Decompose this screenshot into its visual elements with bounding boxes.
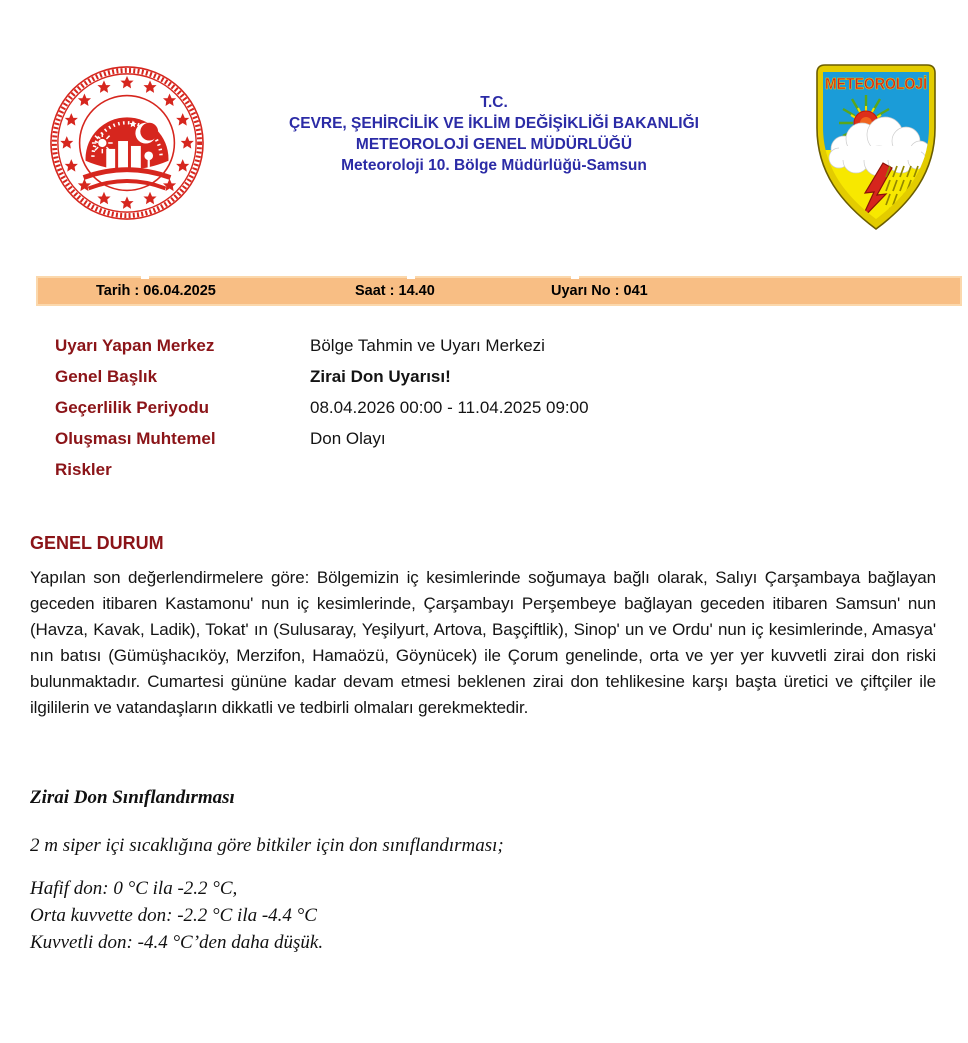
field-value-possible-risks: Don Olayı: [310, 429, 386, 448]
field-label-issuing-center: Uyarı Yapan Merkez: [55, 336, 215, 355]
classification-line-light-frost: Hafif don: 0 °C ila -2.2 °C,: [30, 878, 238, 899]
classification-subtitle: 2 m siper içi sıcaklığına göre bitkiler için don sınıflandırması;: [30, 835, 504, 856]
alert-time: Saat : 14.40: [355, 283, 435, 299]
field-label-validity-period: Geçerlilik Periyodu: [55, 398, 210, 417]
alert-number: Uyarı No : 041: [551, 283, 648, 299]
general-status-heading: GENEL DURUM: [30, 533, 164, 553]
alert-info-bar: [36, 276, 962, 306]
meteorology-logo-title: METEOROLOJİ: [825, 76, 942, 93]
alert-date: Tarih : 06.04.2025: [96, 283, 216, 299]
letterhead-line-3: METEOROLOJİ GENEL MÜDÜRLÜĞÜ: [355, 136, 633, 153]
field-value-general-title: Zirai Don Uyarısı!: [310, 367, 451, 386]
field-label-possible-risks: Oluşması Muhtemel Riskler: [55, 429, 216, 479]
letterhead-line-1: T.C.: [480, 94, 508, 111]
field-value-validity-period: 08.04.2026 00:00 - 11.04.2025 09:00: [310, 398, 589, 417]
meteorology-shield-logo: [806, 60, 946, 236]
field-label-general-title: Genel Başlık: [55, 367, 158, 386]
letterhead-line-4: Meteoroloji 10. Bölge Müdürlüğü-Samsun: [341, 157, 647, 174]
letterhead: [214, 92, 774, 176]
field-value-issuing-center: Bölge Tahmin ve Uyarı Merkezi: [310, 336, 545, 355]
classification-line-moderate-frost: Orta kuvvette don: -2.2 °C ila -4.4 °C: [30, 905, 317, 926]
letterhead-line-2: ÇEVRE, ŞEHİRCİLİK VE İKLİM DEĞİŞİKLİĞİ BAKANLIĞI: [289, 115, 699, 132]
classification-line-strong-frost: Kuvvetli don: -4.4 °C’den daha düşük.: [30, 932, 324, 953]
ministry-emblem-logo: [48, 64, 206, 222]
ministry-emblem-icon: [48, 64, 206, 222]
classification-title: Zirai Don Sınıflandırması: [30, 787, 235, 808]
alert-fields: [55, 330, 925, 485]
classification-list: [30, 875, 323, 956]
general-status-paragraph: Yapılan son değerlendirmelere göre: Bölgemizin iç kesimlerinde soğumaya bağlı olarak, Salıyı Çarşambaya bağlayan geceden itibaren Kastamonu' nun iç kesimlerinde, Çarşambayı Perşembeye bağlayan geceden itibaren Samsun' nun (Havza, Kavak, Ladik), Tokat' ın (Sulusaray, Yeşilyurt, Artova, Başçiftlik), Sinop' un ve Ordu' nun iç kesimlerinde, Amasya' nın batısı (Gümüşhacıköy, Merzifon, Hamaözü, Göynücek) ile Çorum genelinde, orta ve yer yer kuvvetli zirai don riski bulunmaktadır. Cumartesi gününe kadar devam etmesi beklenen zirai don tehlikesine karşı başta üretici ve çiftçiler ile ilgililerin ve vatandaşların dikkatli ve tedbirli olmaları gerekmektedir.: [30, 568, 936, 717]
meteorology-shield-icon: [806, 60, 946, 236]
